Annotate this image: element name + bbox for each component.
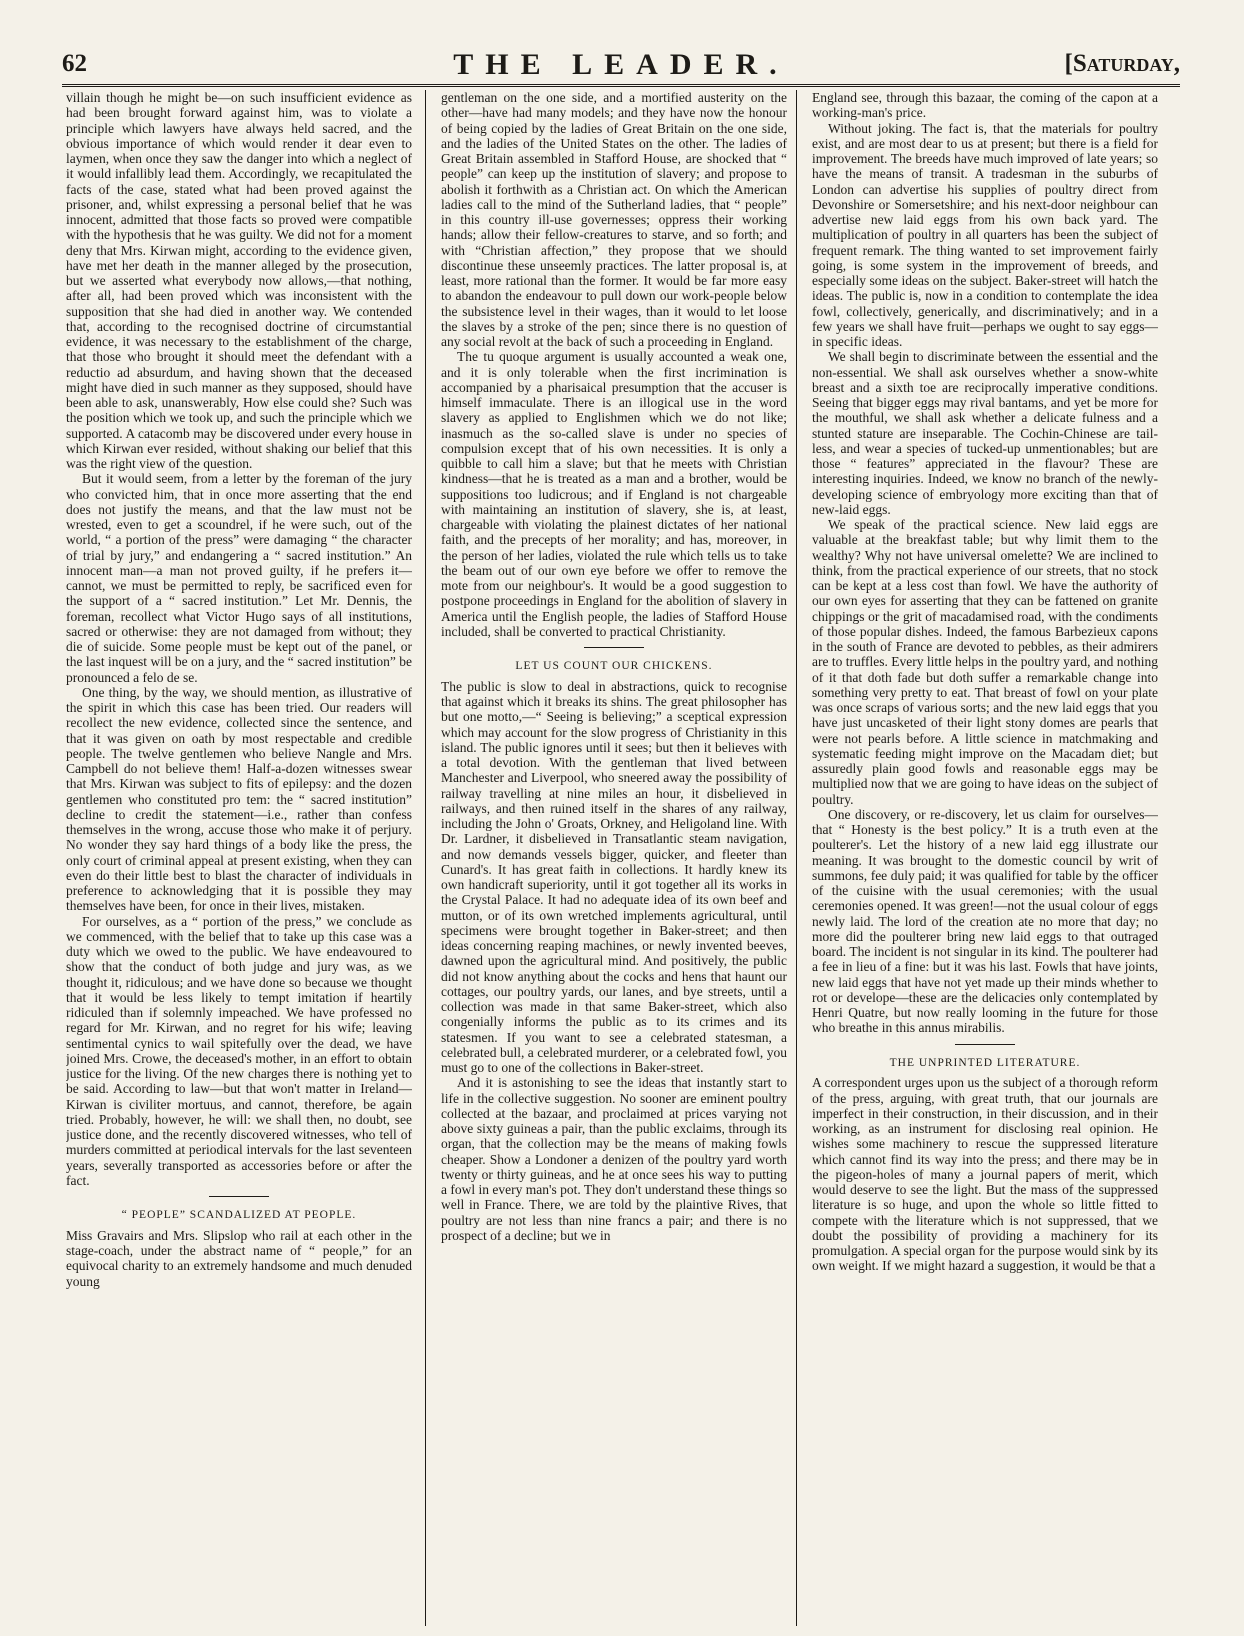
paragraph: The tu quoque argument is usually accounted a weak one, and it is only tolerable when the first incrimination is accompanied by a pharisaical presumption that the accuser is himself immaculate. There is an illogical use in the word slavery as applied to Englishmen which we do not like; inasmuch as the so-called slave is under no species of compulsion except that of his own necessities. It is only a quibble to call him a slave; but that he meets with Christian kindness—that he is treated as a man and a brother, would be suppositions too ludicrous; and if England is not chargeable with maintaining an institution of slavery, she is, at least, chargeable with violating the plainest dictates of her national faith, and the precepts of her morality; and has, moreover, in the person of her ladies, violated the rule which tells us to take the beam out of our own eye before we offer to remove the mote from our neighbour's. It would be a good suggestion to postpone proceedings in England for the abolition of slavery in America until the English people, the ladies of Stafford House included, shall be converted to practical Christianity. bbox=[441, 349, 787, 639]
column-2 bbox=[441, 90, 787, 1628]
article-heading: LET US COUNT OUR CHICKENS. bbox=[515, 660, 713, 672]
column-divider bbox=[796, 90, 797, 1626]
section-rule bbox=[209, 1196, 269, 1197]
paragraph: And it is astonishing to see the ideas that instantly start to life in the collective suggestion. No sooner are eminent poultry collected at the bazaar, and proclaimed at prices varying not above sixty guineas a pair, than the public exclaims, through its organ, that the collection may be the means of making fowls cheaper. Show a Londoner a denizen of the poultry yard worth twenty or thirty guineas, and he at once sees his way to putting a fowl in every man's pot. They don't understand these things so well in France. There, we are told by the plaintive Rives, that poultry are not less than nine francs a pair; and there is no prospect of a decline; but we in bbox=[441, 1075, 787, 1243]
paragraph: One discovery, or re-discovery, let us claim for ourselves—that “ Honesty is the best policy.” It is a truth even at the poulterer's. Let the history of a new laid egg illustrate our meaning. It was brought to the domestic council by writ of summons, fee duly paid; it was qualified for table by the officer of the cuisine with the usual ceremonies; with the usual ceremonies opened. It was green!—not the usual colour of eggs newly laid. The lord of the creation ate no more that day; no more did the poulterer bring new laid eggs to that outraged board. The incident is not singular in its kind. The poulterer had a fee in lieu of a fine: but it was his last. Fowls that have joints, new laid eggs that have not yet made up their minds whether to rot or develope—these are the delicacies only contemplated by Henri Quatre, but now really looming in the future for those who breathe in this annus mirabilis. bbox=[812, 806, 1158, 1036]
paragraph: Without joking. The fact is, that the materials for poultry exist, and are most dear to us at present; but there is a field for improvement. The breeds have much improved of late years; so have the means of transit. A tradesman in the suburbs of London can advertise his supplies of poultry direct from Devonshire or Somersetshire; and his next-door neighbour can advertise new laid eggs from his own back yard. The multiplication of poultry in all quarters has been the subject of frequent remark. The thing wanted to set improvement fairly going, is some system in the improvement of breeds, and especially some ideas on the subject. Baker-street will hatch the ideas. The public is, now in a condition to contemplate the idea fowl, collectively, generically, and discriminatively; and in a few years we shall have fruit—perhaps we ought to say eggs—in specific ideas. bbox=[812, 120, 1158, 349]
paragraph: But it would seem, from a letter by the foreman of the jury who convicted him, that in once more asserting that the end does not justify the means, and that the law must not be wrested, even to get a scoundrel, if he were such, out of the world, “ a portion of the press” were damaging “ the character of trial by jury,” and endangering a “ sacred institution.” An innocent man—a man not proved guilty, if he prefers it—cannot, we must be permitted to reply, be sacrificed even for the support of a “ sacred institution.” Let Mr. Dennis, the foreman, recollect what Victor Hugo says of all institutions, sacred or otherwise: they are not damaged from without; they die of suicide. Some people must be kept out of the panel, or the last inquest will be on a jury, and the “ sacred institution” be pronounced a felo de se. bbox=[66, 471, 412, 685]
section-rule bbox=[955, 1044, 1015, 1045]
paragraph: We speak of the practical science. New laid eggs are valuable at the breakfast table; but why limit them to the wealthy? Why not have universal omelette? We are inclined to think, from the practical experience of our streets, that no stock can be kept at a less cost than fowl. We have the authority of our own eyes for asserting that they can be fattened on granite chippings or the grit of macadamised road, with the condiments of those popular dishes. Indeed, the famous Barbezieux capons in the south of France are devoted to pebbles, as their admirers are to truffles. Every little helps in the poultry yard, and nothing of it that doth fade but doth suffer a remarkable change into something very pretty to eat. That breast of fowl on your plate was once scraps of various sorts; and the new laid eggs that you have just uncasketed of their light stony domes are pearls that were not pearls before. A little science in matchmaking and systematic feeding might improve on the Macadam diet; but assuredly plain good fowls and reasonable eggs may be multiplied now that we are going to have ideas on the subject of poultry. bbox=[812, 517, 1158, 807]
column-1 bbox=[66, 90, 412, 1628]
paragraph: The public is slow to deal in abstractions, quick to recognise that against which it breaks its shins. The great philosopher has but one motto,—“ Seeing is believing;” a sceptical expression which may account for the slow progress of Christianity in this island. The public ignores until it sees; but then it believes with a total devotion. With the gentleman that lived between Manchester and Liverpool, who sneered away the possibility of railway travelling at nine miles an hour, it disbelieved in railways, and then ruined itself in the shares of any railway, including the John o' Groats, Orkney, and Heligoland line. With Dr. Lardner, it disbelieved in Transatlantic steam navigation, and now demands vessels bigger, quicker, and fleeter than Cunard's. It has great faith in collections. It hardly knew its own handicraft superiority, until it got together all its works in the Crystal Palace. It had no adequate idea of its own beef and mutton, or of its own wretched implements agricultural, until specimens were brought together in Baker-street; and then ideas concerning reaping machines, or newly invented beeves, dawned upon the agricultural mind. And positively, the public did not know anything about the cocks and hens that haunt our cottages, our poultry yards, our lanes, and bye streets, until a collection was made in that same Baker-street, which also congenially informs the public as to its crimes and its statesmen. If you want to see a celebrated statesman, a celebrated bull, a celebrated murderer, or a celebrated fowl, you must go to one of the collections in Baker-street. bbox=[441, 678, 787, 1076]
paragraph: For ourselves, as a “ portion of the press,” we conclude as we commenced, with the belief that to take up this case was a duty which we owed to the public. We have endeavoured to show that the conduct of both judge and jury was, as we thought it, ridiculous; and we have done so because we thought that it would be less likely to tempt imitation if heartily ridiculed than if solemnly impeached. We have professed no regard for Mr. Kirwan, and no regret for his wife; leaving sentimental cynics to wail spitefully over the dead, we have joined Mrs. Crowe, the deceased's mother, in an effort to obtain justice for the living. Of the new charges there is nothing yet to be said. According to law—but that won't matter in Ireland—Kirwan is civiliter mortuus, and cannot, therefore, be again tried. Probably, however, he will: we shall then, no doubt, see justice done, and the recently discovered witnesses, who tell of murders committed at periodical intervals for the last seventeen years, severally transported as accessories before or after the fact. bbox=[66, 913, 412, 1188]
header-rule bbox=[62, 84, 1180, 89]
column-3 bbox=[812, 90, 1158, 1628]
masthead bbox=[62, 48, 1180, 82]
newspaper-title: THE LEADER. bbox=[453, 48, 789, 81]
article-heading: “ PEOPLE” SCANDALIZED AT PEOPLE. bbox=[121, 1209, 357, 1221]
paragraph: gentleman on the one side, and a mortified austerity on the other—have had many models; and they have now the honour of being copied by the ladies of Great Britain on the one side, and the ladies of the United States on the other. The ladies of Great Britain assembled in Stafford House, are shocked that “ people” can keep up the institution of slavery; and propose to abolish it forthwith as a Christian act. On which the American ladies call to the mind of the Sutherland ladies, that “ people” in this country ill-use governesses; oppress their working hands; allow their fellow-creatures to starve, and so forth; and with “Christian affection,” they propose that we should discontinue these unseemly practices. The latter proposal is, at least, more rational than the former. It would be far more easy to abandon the endeavour to pull down our work-people below the subsistence level in their wages, than it would to let loose the slaves by a stroke of the pen; since there is no question of any social revolt at the back of such a proceeding in England. bbox=[441, 90, 787, 349]
paragraph: A correspondent urges upon us the subject of a thorough reform of the press, arguing, with great truth, that our journals are imperfect in their construction, in their discussion, and in their working, as an instrument for disclosing real opinion. He wishes some machinery to rescue the suppressed literature which cannot find its way into the press; and there may be in the pigeon-holes of many a journal papers of merit, which would deserve to see the light. But the mass of the suppressed literature is so huge, and upon the whole so little fitted to compete with the literature which is not suppressed, that we doubt the possibility of providing a machinery for its promulgation. A special organ for the purpose would sink by its own weight. If we might hazard a suggestion, it would be that a bbox=[812, 1075, 1158, 1274]
paragraph: We shall begin to discriminate between the essential and the non-essential. We shall ask ourselves whether a snow-white breast and a sixth toe are reciprocally imperative conditions. Seeing that bigger eggs may rival bantams, and yet be more for the mouthful, we shall ask whether a delicate fulness and a stunted stature are inseparable. The Cochin-Chinese are tail-less, and wear a species of tucked-up unmentionables; but are those “ features” appreciated in the flavour? These are interesting inquiries. Indeed, we know no branch of the newly-developing science of embryology more exciting than that of new-laid eggs. bbox=[812, 349, 1158, 517]
paragraph: villain though he might be—on such insufficient evidence as had been brought forward against him, was to violate a principle which lawyers have always held sacred, and the obvious importance of which would render it dear even to laymen, when once they saw the danger into which a neglect of it would infallibly lead them. Accordingly, we recapitulated the facts of the case, stated what had been proved against the prisoner, and, whilst expressing a personal belief that he was innocent, admitted that those facts so proved were compatible with the hypothesis that he was guilty. We did not for a moment deny that Mrs. Kirwan might, according to the evidence given, have met her death in the manner alleged by the prosecution, but we asserted what everybody now allows,—that nothing, after all, had been proved which was inconsistent with the supposition that she had died in another way. We contended that, according to the recognised doctrine of circumstantial evidence, it was necessary to the establishment of the charge, that those who brought it should meet the defendant with a reductio ad absurdum, and having shown that the deceased might have died in such manner as they supposed, should have been able to ask, unanswerably, How else could she? Such was the position which we took up, and such the principle which we supported. A catacomb may be discovered under every house in which Kirwan ever resided, without shaking our belief that this was the right view of the question. bbox=[66, 90, 412, 471]
section-rule bbox=[584, 647, 644, 648]
paragraph: England see, through this bazaar, the coming of the capon at a working-man's price. bbox=[812, 90, 1158, 121]
paragraph: Miss Gravairs and Mrs. Slipslop who rail at each other in the stage-coach, under the abstract name of “ people,” for an equivocal charity to an extremely handsome and much denuded young bbox=[66, 1227, 412, 1289]
paragraph: One thing, by the way, we should mention, as illustrative of the spirit in which this case has been tried. Our readers will recollect the new evidence, collected since the sentence, and that it was given on oath by most respectable and credible people. The twelve gentlemen who believe Nangle and Mrs. Campbell do not believe them! Half-a-dozen witnesses swear that Mrs. Kirwan was subject to fits of epilepsy: and the dozen gentlemen who constituted pro tem: the “ sacred institution” decline to credit the statement—i.e., rather than confess themselves in the wrong, accuse those who make it of perjury. No wonder they say hard things of a body like the press, the only court of criminal appeal at present existing, when they can even do their little best to blast the character of individuals in preference to acknowledging that it is possible they may themselves have been, for once in their lives, mistaken. bbox=[66, 684, 412, 914]
column-divider bbox=[425, 90, 426, 1626]
issue-day: [Saturday, bbox=[1064, 50, 1180, 77]
page-number: 62 bbox=[62, 50, 87, 77]
article-heading: THE UNPRINTED LITERATURE. bbox=[889, 1056, 1081, 1069]
